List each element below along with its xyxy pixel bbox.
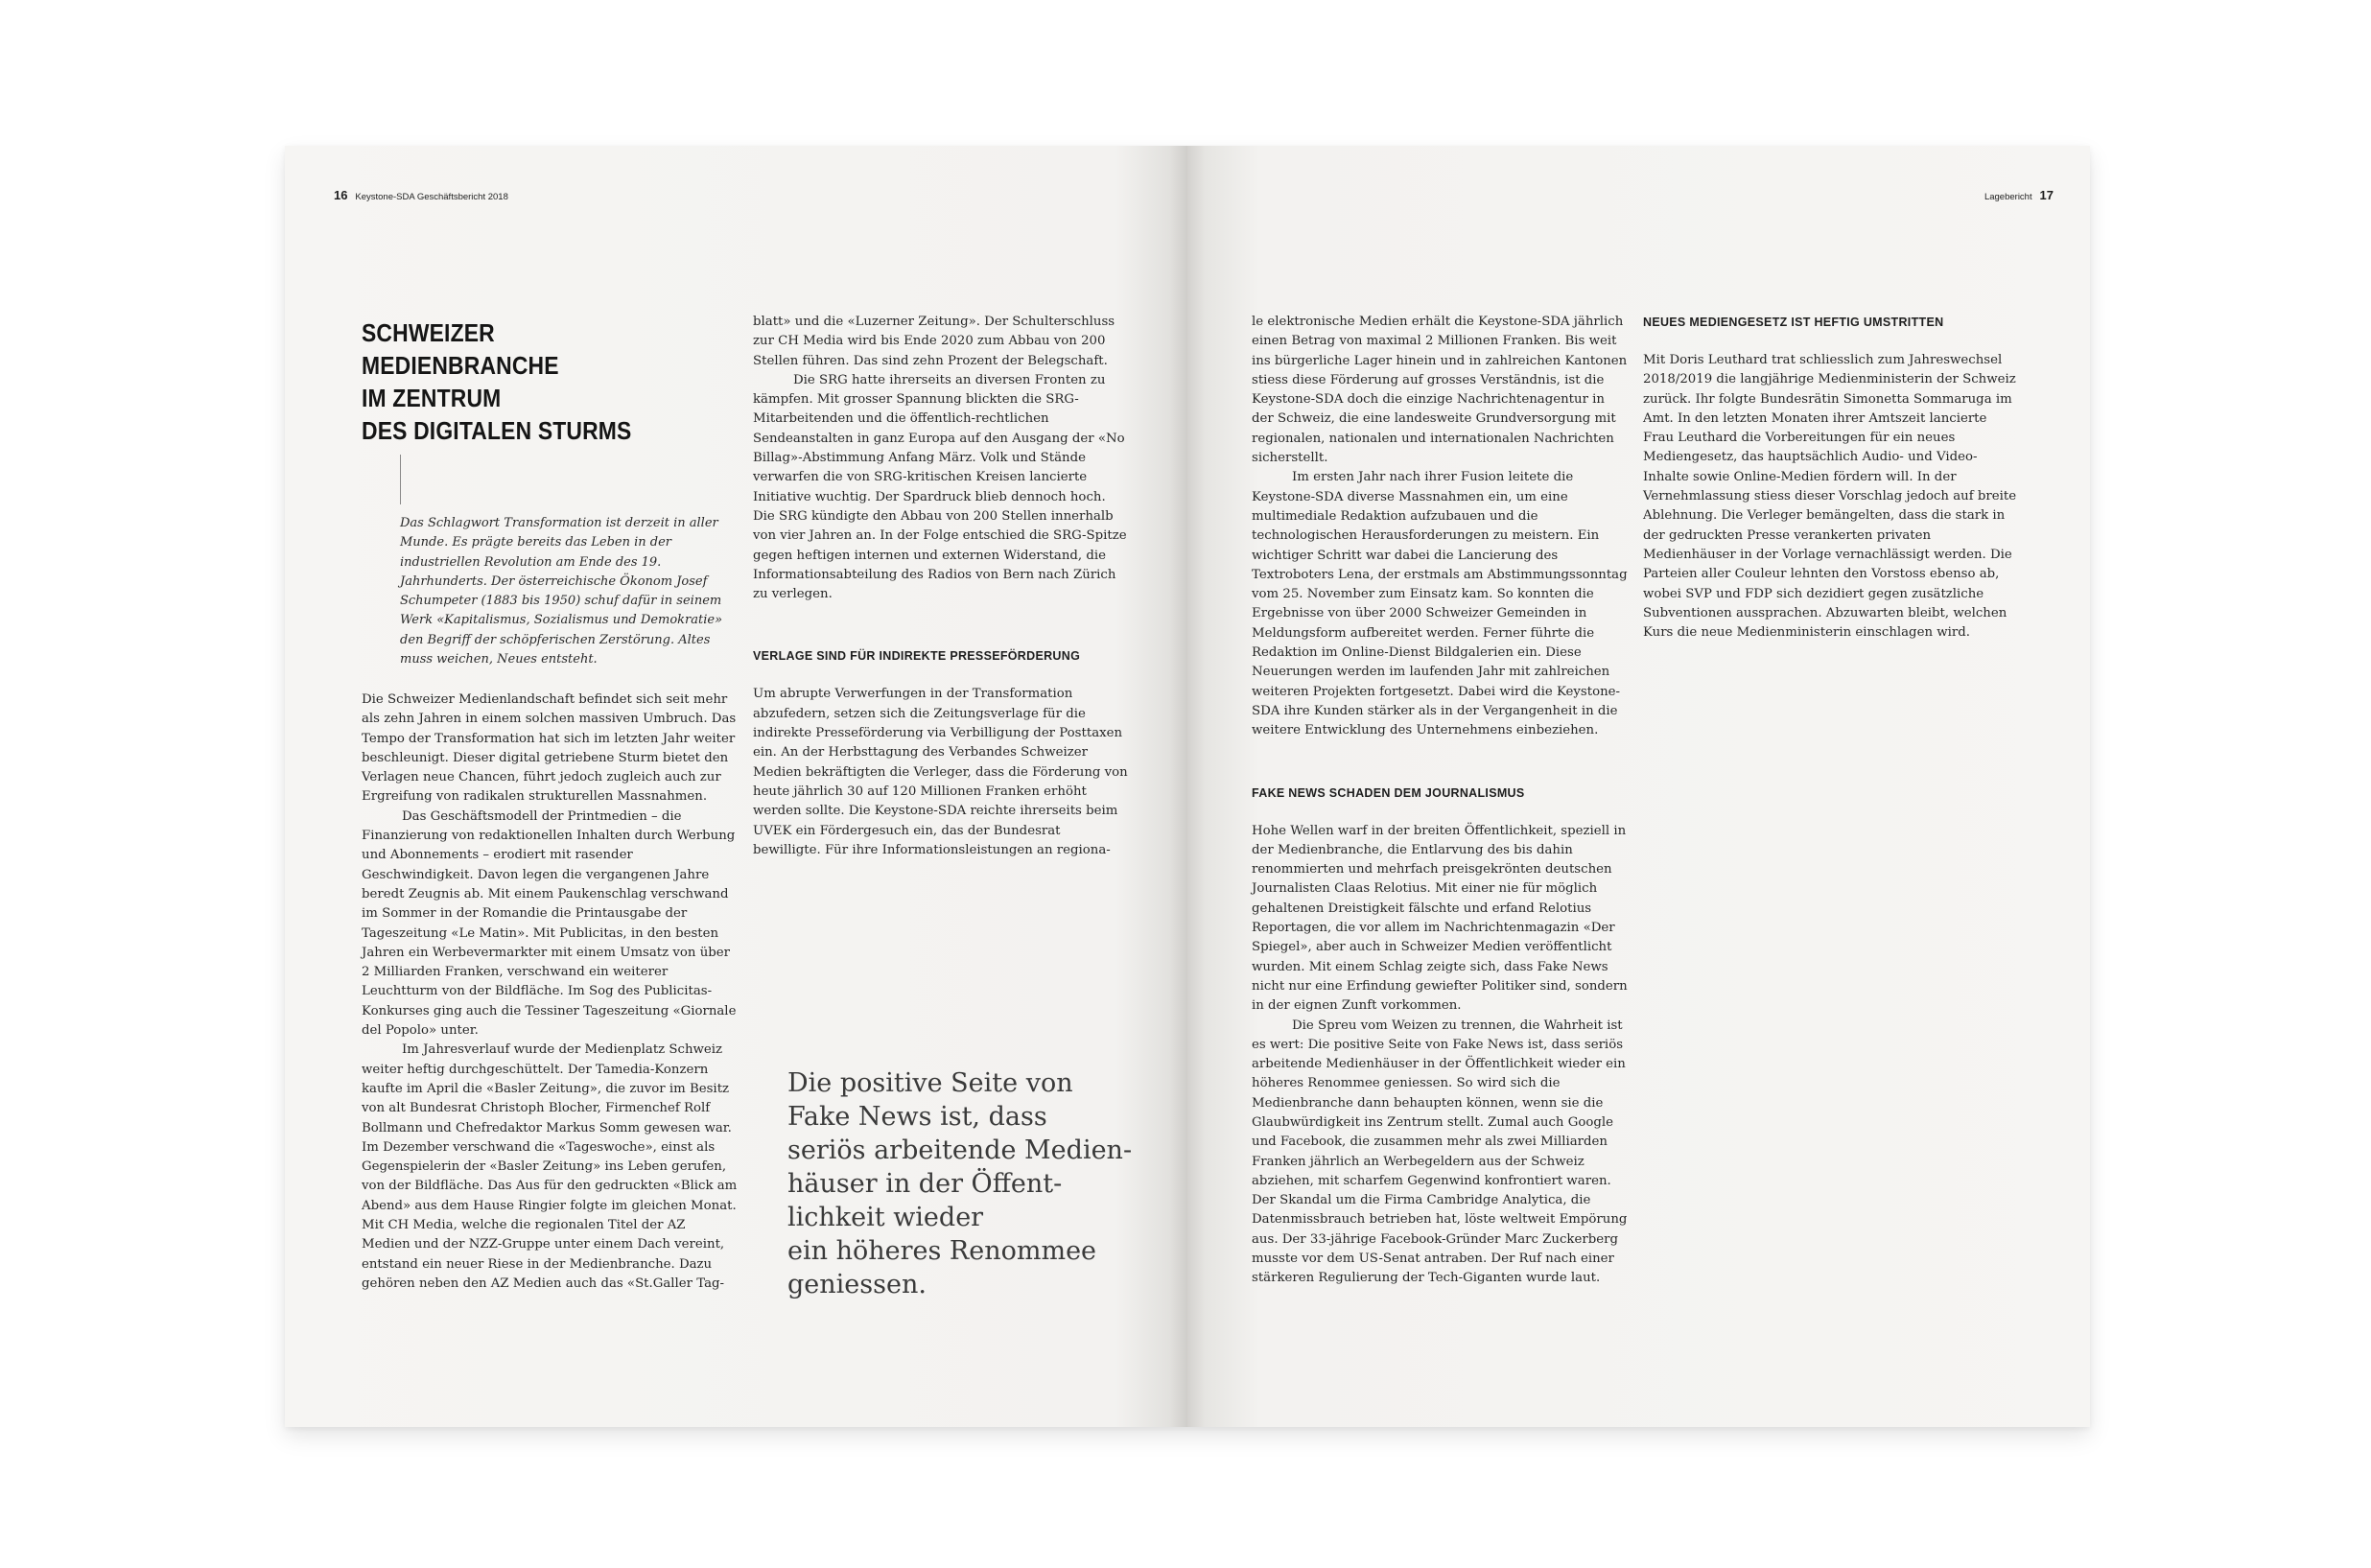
right-folio: 17 — [2039, 188, 2054, 202]
section-heading: NEUES MEDIENGESETZ IST HEFTIG UMSTRITTEN — [1643, 316, 1944, 329]
right-running-title: Lagebericht — [1984, 192, 2032, 202]
body-paragraph: Um abrupte Verwerfungen in der Transformation abzufedern, setzen sich die Zeitungsverlage für die indirekte Presseförderung via Verbilligung der Posttaxen ein. An der Herbsttagung des Verbandes Schweizer Medien bekräftigten die Verleger, dass die Förderung von heute jährlich 30 auf 120 Millionen Franken erhöht werden sollte. Die Keystone-SDA reichte ihrerseits beim UVEK ein Fördergesuch ein, das der Bundesrat bewilligte. Für ihre Informationsleistungen an regiona- — [753, 687, 1128, 857]
magazine-spread — [285, 146, 2090, 1427]
column-2 — [753, 313, 1129, 860]
column-3 — [1252, 313, 1628, 1289]
section-heading: VERLAGE SIND FÜR INDIREKTE PRESSEFÖRDERUNG — [753, 649, 1081, 664]
column-1 — [362, 690, 738, 1294]
column-4 — [1643, 313, 2019, 643]
pull-quote: Die positive Seite von Fake News ist, dass seriös arbeitende Medien- häuser in der Öffent- lichkeit wieder ein höheres Renommee geniessen. — [787, 1068, 1133, 1299]
body-paragraph: le elektronische Medien erhält die Keystone-SDA jährlich einen Betrag von maximal 2 Millionen Franken. Bis weit ins bürgerliche Lager hinein und in zahlreichen Kantonen stiess diese Förderung auf grosses Verständnis, ist die Keystone-SDA doch die einzige Nachrichtenagentur in der Schweiz, die eine landesweite Grundversorgung mit regionalen, nationalen und internationalen Nachrichten sicherstellt. — [1252, 315, 1628, 466]
body-paragraph: Das Geschäftsmodell der Printmedien – die Finanzierung von redaktionellen Inhalten durch Werbung und Abonnements – erodiert mit rasender Geschwindigkeit. Davon legen die vergangenen Jahre beredt Zeugnis ab. Mit einem Paukenschlag verschwand im Sommer in der Romandie die Printausgabe der Tageszeitung «Le Matin». Mit Publicitas, in den besten Jahren ein Werbevermarkter mit einem Umsatz von über 2 Milliarden Franken, verschwand ein weiterer Leuchtturm von der Bildfläche. Im Sog des Publicitas-Konkurses ging auch die Tessiner Tageszeitung «Giornale del Popolo» unter. — [362, 808, 737, 1039]
left-running-head — [334, 188, 508, 202]
headline: SCHWEIZER MEDIENBRANCHE IM ZENTRUM DES DIGITALEN STURMS — [362, 318, 632, 445]
right-page — [1187, 146, 2090, 1427]
lead-paragraph: Das Schlagwort Transformation ist derzeit in aller Munde. Es prägte bereits das Leben in der industriellen Revolution am Ende des 19. Jahrhunderts. Der österreichische Ökonom Josef Schumpeter (1883 bis 1950) schuf dafür in seinem Werk «Kapitalismus, Sozialismus und Demokratie» den Begriff der schöpferischen Zerstörung. Altes muss weichen, Neues entsteht. — [400, 516, 723, 667]
body-paragraph: Die Schweizer Medienlandschaft befindet sich seit mehr als zehn Jahren in einem solchen massiven Umbruch. Das Tempo der Transformation hat sich im letzten Jahr weiter beschleunigt. Dieser digital getriebene Sturm bietet den Verlagen neue Chancen, führt jedoch zugleich auch zur Ergreifung von radikalen strukturellen Massnahmen. — [362, 692, 737, 805]
body-paragraph: Die SRG hatte ihrerseits an diversen Fronten zu kämpfen. Mit grosser Spannung blickten die SRG-Mitarbeitenden und die öffentlich-rechtlichen Sendeanstalten in ganz Europa auf den Ausgang der «No Billag»-Abstimmung Anfang März. Volk und Stände verwarfen die von SRG-kritischen Kreisen lancierte Initiative wuchtig. Der Spardruck blieb dennoch hoch. Die SRG kündigte den Abbau von 200 Stellen innerhalb von vier Jahren an. In der Folge entschied die SRG-Spitze gegen heftigen internen und externen Widerstand, die Informationsabteilung des Radios von Bern nach Zürich zu verlegen. — [753, 372, 1127, 602]
body-paragraph: Im Jahresverlauf wurde der Medienplatz Schweiz weiter heftig durchgeschüttelt. Der Tamedia-Konzern kaufte im April die «Basler Zeitung», die zuvor im Besitz von alt Bundesrat Christoph Blocher, Firmenchef Rolf Bollmann und Chefredaktor Markus Somm gewesen war. Im Dezember verschwand die «Tageswoche», einst als Gegenspielerin der «Basler Zeitung» ins Leben gerufen, von der Bildfläche. Das Aus für den gedruckten «Blick am Abend» aus dem Hause Ringier folgte im gleichen Monat. Mit CH Media, welche die regionalen Titel der AZ Medien und der NZZ-Gruppe unter einem Dach vereint, entstand ein neuer Riese in der Medienbranche. Dazu gehören neben den AZ Medien auch das «St.Galler Tag- — [362, 1042, 738, 1291]
right-running-head — [1984, 188, 2054, 202]
section-heading: FAKE NEWS SCHADEN DEM JOURNALISMUS — [1252, 785, 1525, 800]
body-paragraph: Die Spreu vom Weizen zu trennen, die Wahrheit ist es wert: Die positive Seite von Fake News ist, dass seriös arbeitende Medienhäuser in der Öffentlichkeit wieder ein höheres Renommee geniessen. So wird sich die Medienbranche dann behaupten können, wenn sie die Glaubwürdigkeit ins Zentrum stellt. Zumal auch Google und Facebook, die zusammen mehr als zwei Milliarden Franken jährlich an Werbegeldern aus der Schweiz abziehen, mit scharfem Gegenwind konfrontiert waren. Der Skandal um die Firma Cambridge Analytica, die Datenmissbrauch betrieben hat, löste weltweit Empörung aus. Der 33-jährige Facebook-Gründer Marc Zuckerberg musste vor dem US-Senat antraben. Der Ruf nach einer stärkeren Regulierung der Tech-Giganten wurde laut. — [1252, 1018, 1628, 1286]
left-folio: 16 — [334, 188, 348, 202]
body-paragraph: Hohe Wellen warf in der breiten Öffentlichkeit, speziell in der Medienbranche, die Entlarvung des bis dahin renommierten und mehrfach preisgekrönten deutschen Journalisten Claas Relotius. Mit einer nie für möglich gehaltenen Dreistigkeit fälschte und erfand Relotius Reportagen, die vor allem im Nachrichtenmagazin «Der Spiegel», aber auch in Schweizer Medien veröffentlicht wurden. Mit einem Schlag zeigte sich, dass Fake News nicht nur eine Erfindung gewiefter Politiker sind, sondern in der eignen Zunft vorkommen. — [1252, 823, 1628, 1014]
body-paragraph: blatt» und die «Luzerner Zeitung». Der Schulterschluss zur CH Media wird bis Ende 2020 zum Abbau von 200 Stellen führen. Das sind zehn Prozent der Belegschaft. — [753, 315, 1115, 368]
left-running-title: Keystone-SDA Geschäftsbericht 2018 — [355, 192, 508, 202]
body-paragraph: Mit Doris Leuthard trat schliesslich zum Jahreswechsel 2018/2019 die langjährige Medienministerin der Schweiz zurück. Ihr folgte Bundesrätin Simonetta Sommaruga im Amt. In den letzten Monaten ihrer Amtszeit lancierte Frau Leuthard die Vorbereitungen für ein neues Mediengesetz, das hauptsächlich Audio- und Video-Inhalte sowie Online-Medien fördern will. In der Vernehmlassung stiess dieser Vorschlag jedoch auf breite Ablehnung. Die Verleger bemängelten, dass die stark in der gedruckten Presse verankerten privaten Medienhäuser in der Vorlage vernachlässigt werden. Die Parteien aller Couleur lehnten den Vorstoss ebenso ab, wobei SVP und FDP sich dezidiert gegen zusätzliche Subventionen aussprachen. Abzuwarten bleibt, welchen Kurs die neue Medienministerin einschlagen wird. — [1643, 353, 2017, 641]
body-paragraph: Im ersten Jahr nach ihrer Fusion leitete die Keystone-SDA diverse Massnahmen ein, um eine multimediale Redaktion aufzubauen und die technologischen Herausforderungen zu meistern. Ein wichtiger Schritt war dabei die Lancierung des Textroboters Lena, der erstmals am Abstimmungssonntag vom 25. November zum Einsatz kam. So konnten die Ergebnisse von über 2000 Schweizer Gemeinden in Meldungsform aufbereitet werden. Ferner führte die Redaktion im Online-Dienst Bildgalerien ein. Diese Neuerungen werden im laufenden Jahr mit zahlreichen weiteren Projekten fortgesetzt. Dabei wird die Keystone-SDA ihre Kunden stärker als in der Vergangenheit in die weitere Entwicklung des Unternehmens einbeziehen. — [1252, 470, 1628, 738]
lead-rule — [400, 455, 401, 504]
left-page — [285, 146, 1187, 1427]
